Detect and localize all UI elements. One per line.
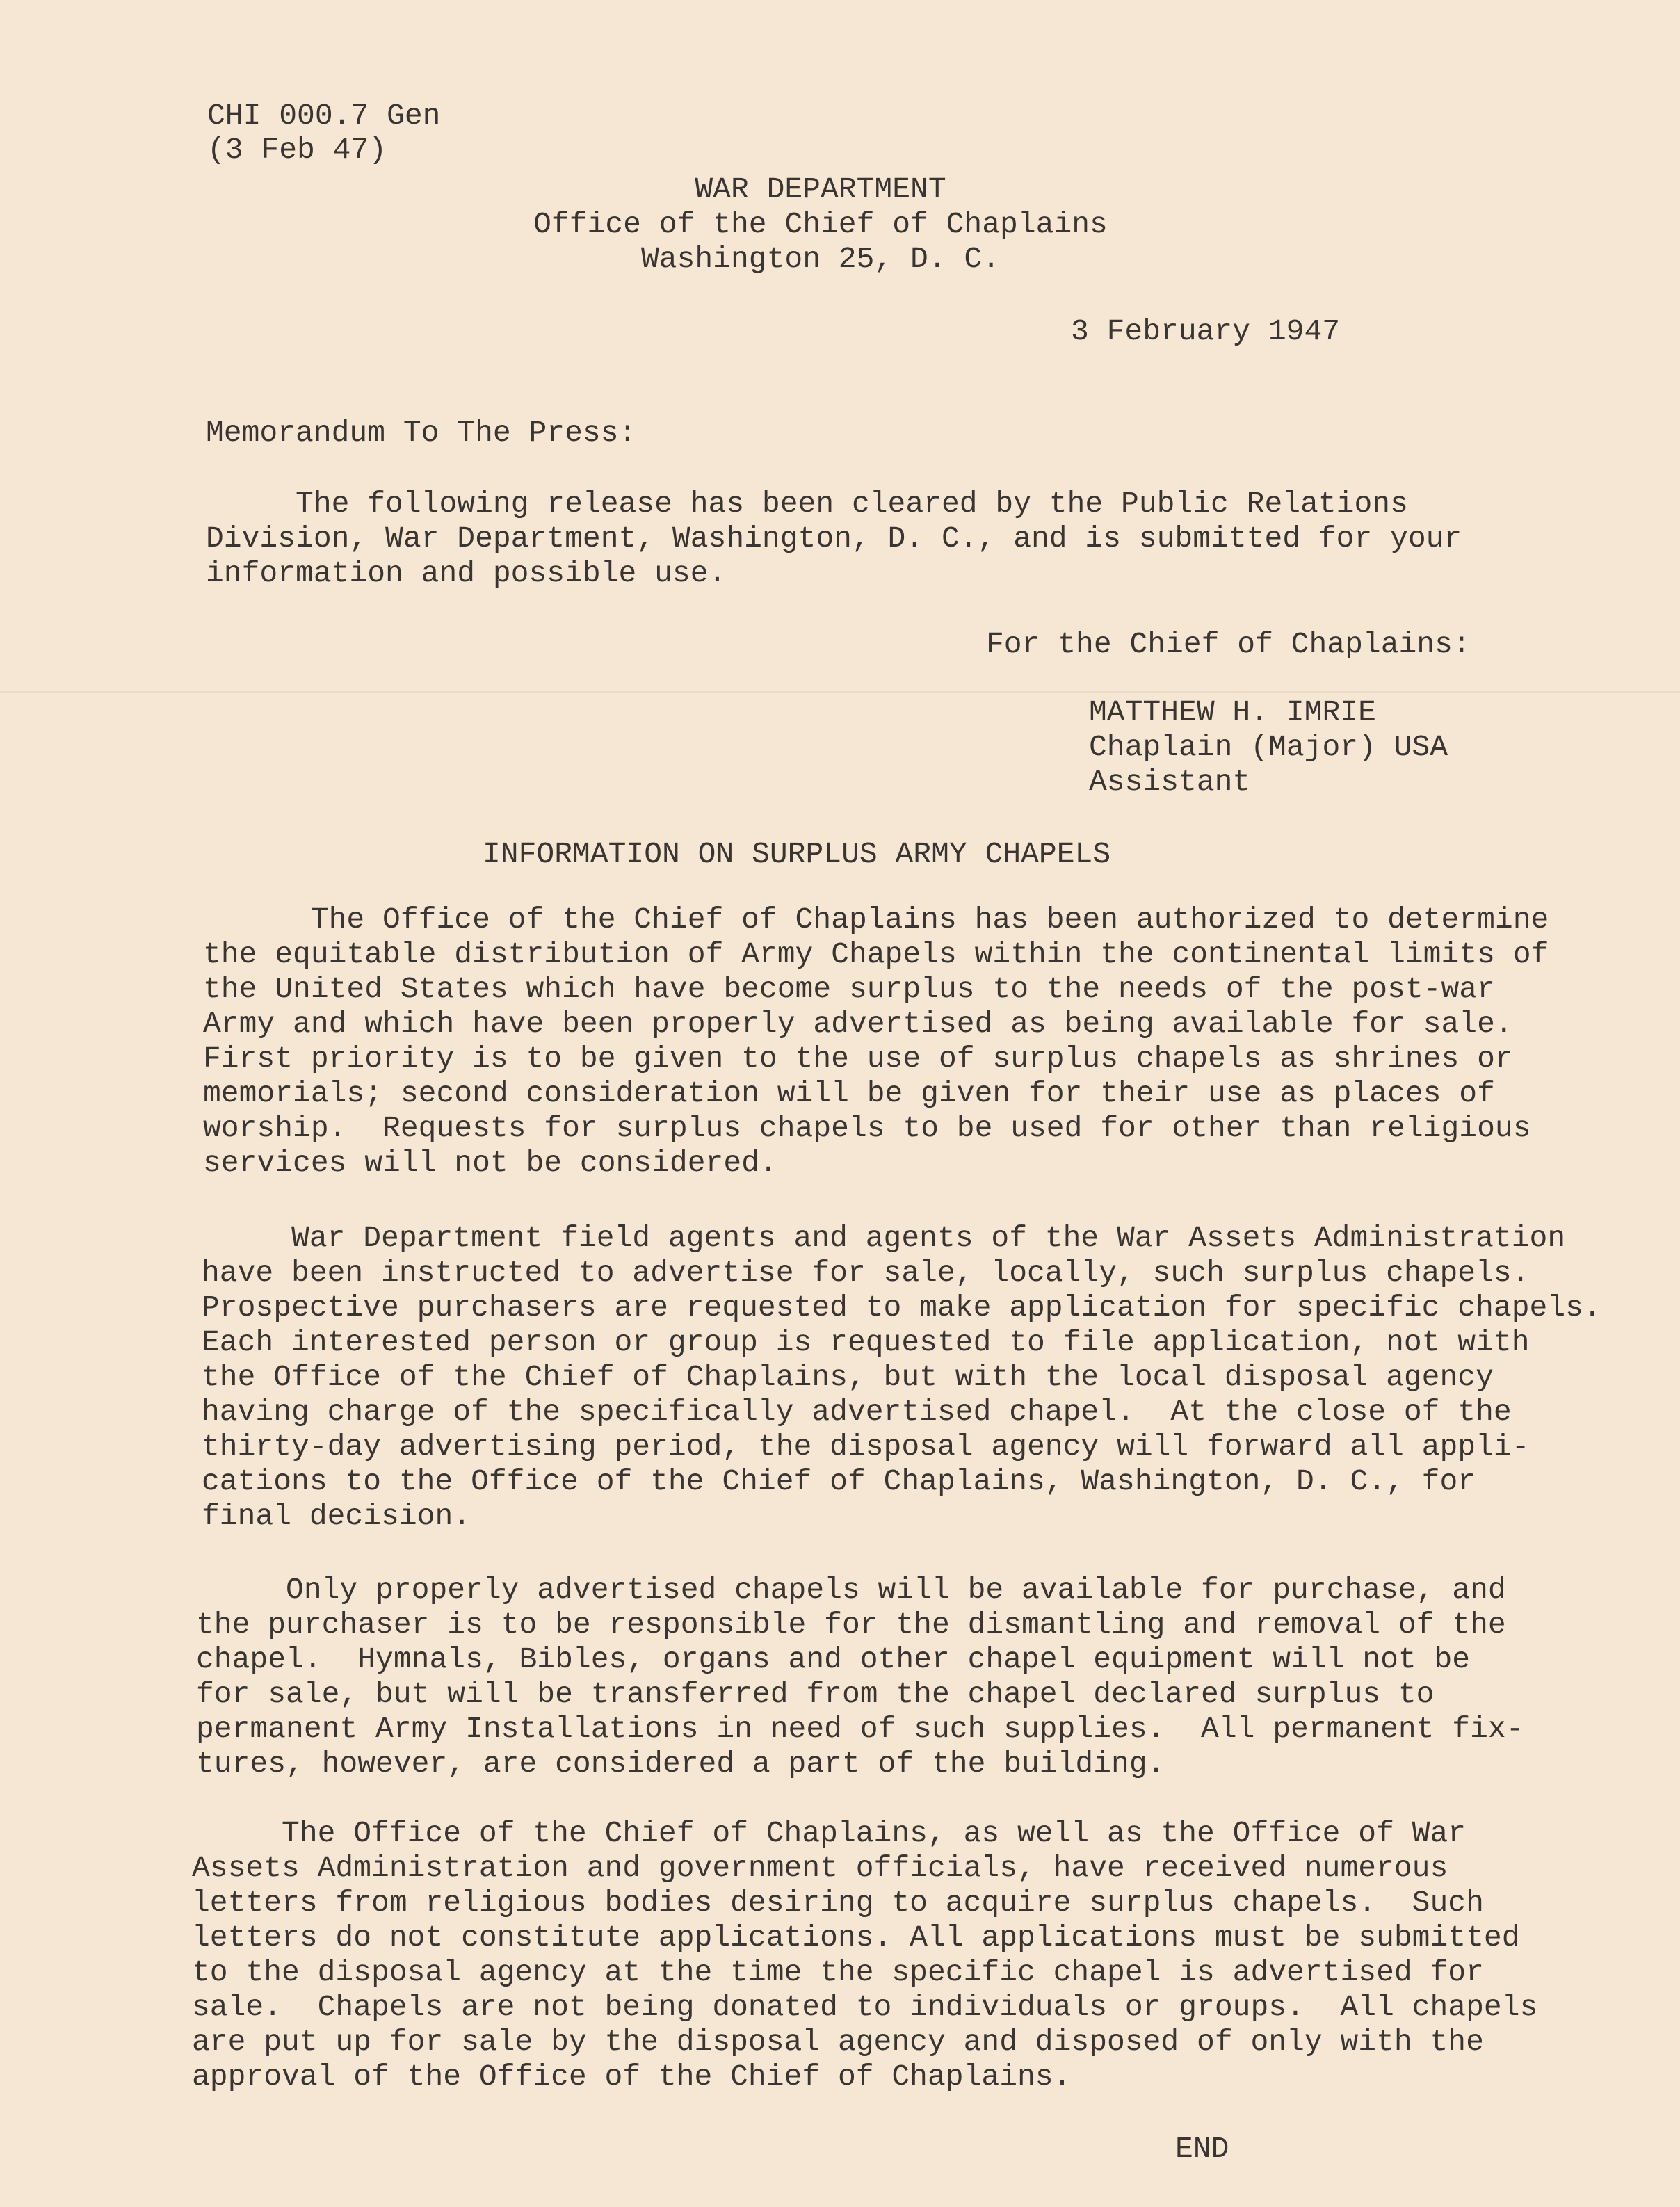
body-paragraph-1: The Office of the Chief of Chaplains has been authorized to determine the equitable distribution of Army Chapels within the continental limits of the United States which have become surplus to the needs of the post-war Army and which have been properly advertised as being available for sale. First priority is to be given to the use of surplus chapels as shrines or memorials; second consideration will be given for their use as places of worship. Requests for surplus chapels to be used for other than religious services will not be considered. (203, 903, 1549, 1180)
signature-rank: Chaplain (Major) USA (1089, 730, 1448, 764)
intro-paragraph: The following release has been cleared by the Public Relations Division, War Department, Washington, D. C., and is submitted for your information and possible use. (206, 487, 1462, 590)
letterhead-department: WAR DEPARTMENT (695, 172, 946, 207)
letterhead (445, 172, 1196, 277)
paper-fold-line (0, 691, 1680, 693)
end-mark: END (1175, 2132, 1229, 2166)
file-reference-date: (3 Feb 47) (207, 133, 387, 167)
body-paragraph-2: War Department field agents and agents of the War Assets Administration have been instructed to advertise for sale, locally, such surplus chapels. Prospective purchasers are requested to make application for specific chapels. Each interested person or group is requested to file application, not with the Office of the Chief of Chaplains, but with the local disposal agency having charge of the specifically advertised chapel. At the close of the thirty-day advertising period, the disposal agency will forward all appli- cations to the Office of the Chief of Chaplains, Washington, D. C., for final decision. (202, 1221, 1601, 1533)
file-reference (207, 99, 440, 167)
body-paragraph-3: Only properly advertised chapels will be available for purchase, and the purchaser is to be responsible for the dismantling and removal of the chapel. Hymnals, Bibles, organs and other chapel equipment will not be for sale, but will be transferred from the chapel declared surplus to permanent Army Installations in need of such supplies. All permanent fix- tures, however, are considered a part of the building. (196, 1573, 1524, 1781)
file-reference-code: CHI 000.7 Gen (207, 99, 441, 133)
signature-for-line: For the Chief of Chaplains: (986, 627, 1471, 661)
memo-date: 3 February 1947 (1071, 314, 1341, 348)
body-paragraph-4: The Office of the Chief of Chaplains, as well as the Office of War Assets Administration and government officials, have received numerous letters from religious bodies desiring to acquire surplus chapels. Such letters do not constitute applications. All applications must be submitted to the disposal agency at the time the specific chapel is advertised for sale. Chapels are not being donated to individuals or groups. All chapels are put up for sale by the disposal agency and disposed of only with the approval of the Office of the Chief of Chaplains. (192, 1816, 1538, 2094)
salutation: Memorandum To The Press: (206, 416, 637, 450)
release-title: INFORMATION ON SURPLUS ARMY CHAPELS (483, 837, 1111, 871)
letterhead-office: Office of the Chief of Chaplains (533, 207, 1108, 241)
signature-block (1089, 695, 1448, 800)
letterhead-address: Washington 25, D. C. (640, 242, 1001, 276)
signature-role: Assistant (1089, 765, 1251, 799)
signature-name: MATTHEW H. IMRIE (1089, 695, 1376, 729)
